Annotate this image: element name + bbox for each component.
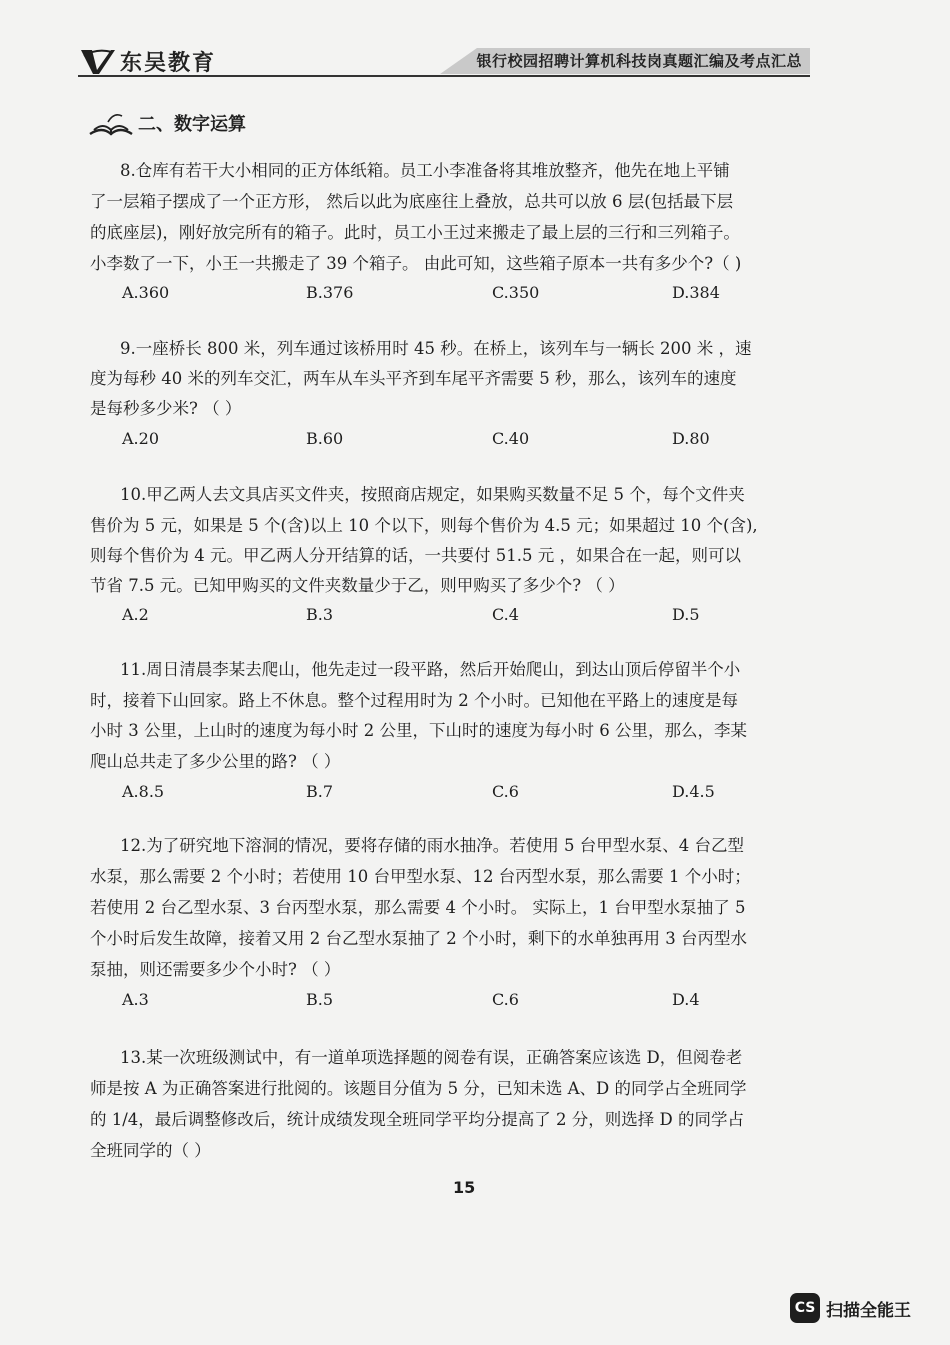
option-c: C.4 xyxy=(492,605,519,624)
question-10-line-3: 则每个售价为 4 元。甲乙两人分开结算的话，一共要付 51.5 元 ，如果合在一起，则可以 xyxy=(90,546,741,565)
open-book-icon xyxy=(88,108,134,138)
section-title: 二、数字运算 xyxy=(138,114,246,135)
option-b: B.60 xyxy=(306,429,344,448)
scanner-watermark xyxy=(790,1293,911,1323)
question-12-line-3: 若使用 2 台乙型水泵、3 台丙型水泵，那么需要 4 个小时。 实际上，1 台甲型水泵抽了 5 xyxy=(90,898,746,917)
option-a: A.360 xyxy=(122,283,170,302)
question-8-line-2: 了一层箱子摆成了一个正方形， 然后以此为底座往上叠放，总共可以放 6 层(包括最下层 xyxy=(90,192,734,211)
brand-logo xyxy=(78,44,216,78)
option-c: C.40 xyxy=(492,429,530,448)
question-8-line-4: 小李数了一下，小王一共搬走了 39 个箱子。 由此可知，这些箱子原本一共有多少个?（ ) xyxy=(90,254,742,273)
question-10-options xyxy=(122,605,812,627)
option-d: D.384 xyxy=(672,283,720,302)
scanner-app-icon: CS xyxy=(790,1293,820,1323)
question-13-line-3: 的 1/4，最后调整修改后，统计成绩发现全班同学平均分提高了 2 分，则选择 D 的同学占 xyxy=(90,1110,745,1129)
option-d: D.4.5 xyxy=(672,782,715,801)
option-b: B.3 xyxy=(306,605,334,624)
question-11-line-2: 时，接着下山回家。路上不休息。整个过程用时为 2 个小时。已知他在平路上的速度是每 xyxy=(90,691,738,710)
question-13-line-1: 13.某一次班级测试中，有一道单项选择题的阅卷有误，正确答案应该选 D，但阅卷老 xyxy=(120,1048,743,1067)
question-12-line-1: 12.为了研究地下溶洞的情况，要将存储的雨水抽净。若使用 5 台甲型水泵、4 台乙型 xyxy=(120,836,744,855)
question-11-line-3: 小时 3 公里，上山时的速度为每小时 2 公里，下山时的速度为每小时 6 公里，那么，李某 xyxy=(90,721,747,740)
header-rule xyxy=(78,75,810,77)
question-9-line-3: 是每秒多少米? （ ） xyxy=(90,399,242,418)
question-8-line-3: 的底座层)，刚好放完所有的箱子。此时，员工小王过来搬走了最上层的三行和三列箱子。 xyxy=(90,223,740,242)
question-13-line-4: 全班同学的（ ） xyxy=(90,1141,211,1160)
option-a: A.8.5 xyxy=(122,782,165,801)
question-11-line-4: 爬山总共走了多少公里的路? （ ） xyxy=(90,752,341,771)
option-b: B.7 xyxy=(306,782,334,801)
question-9-line-2: 度为每秒 40 米的列车交汇，两车从车头平齐到车尾平齐需要 5 秒，那么，该列车的速度 xyxy=(90,369,737,388)
section-heading xyxy=(88,108,246,138)
option-b: B.5 xyxy=(306,990,334,1009)
question-10-line-2: 售价为 5 元，如果是 5 个(含)以上 10 个以下，则每个售价为 4.5 元；如果超过 10 个(含), xyxy=(90,516,758,535)
question-12-line-5: 泵抽，则还需要多少个小时? （ ） xyxy=(90,960,341,979)
brand-name: 东吴教育 xyxy=(120,50,217,76)
option-b: B.376 xyxy=(306,283,354,302)
question-8-line-1: 8.仓库有若干大小相同的正方体纸箱。员工小李准备将其堆放整齐，他先在地上平铺 xyxy=(120,161,730,180)
question-12-line-2: 水泵，那么需要 2 个小时；若使用 10 台甲型水泵、12 台丙型水泵，那么需要 1 个小时； xyxy=(90,867,751,886)
option-a: A.20 xyxy=(122,429,159,448)
brand-logo-icon xyxy=(78,46,116,76)
option-d: D.80 xyxy=(672,429,710,448)
page-number: 15 xyxy=(453,1178,476,1197)
question-13-line-2: 师是按 A 为正确答案进行批阅的。该题目分值为 5 分，已知未选 A、D 的同学占全班同学 xyxy=(90,1079,747,1098)
option-a: A.3 xyxy=(122,990,149,1009)
option-c: C.6 xyxy=(492,990,519,1009)
question-9-line-1: 9.一座桥长 800 米，列车通过该桥用时 45 秒。在桥上，该列车与一辆长 200 米 ，速 xyxy=(120,339,752,358)
option-c: C.350 xyxy=(492,283,540,302)
question-12-options xyxy=(122,990,812,1012)
option-c: C.6 xyxy=(492,782,519,801)
question-11-line-1: 11.周日清晨李某去爬山，他先走过一段平路，然后开始爬山，到达山顶后停留半个小 xyxy=(120,660,741,679)
option-d: D.4 xyxy=(672,990,700,1009)
question-9-options xyxy=(122,429,812,451)
option-d: D.5 xyxy=(672,605,700,624)
question-10-line-4: 节省 7.5 元。已知甲购买的文件夹数量少于乙，则甲购买了多少个? （ ） xyxy=(90,576,625,595)
question-11-options xyxy=(122,782,812,804)
question-8-options xyxy=(122,283,812,305)
question-10-line-1: 10.甲乙两人去文具店买文件夹，按照商店规定，如果购买数量不足 5 个，每个文件夹 xyxy=(120,485,745,504)
page-header xyxy=(78,44,810,78)
header-title: 银行校园招聘计算机科技岗真题汇编及考点汇总 xyxy=(476,52,802,70)
option-a: A.2 xyxy=(122,605,149,624)
scanner-app-name: 扫描全能王 xyxy=(826,1300,911,1321)
question-12-line-4: 个小时后发生故障，接着又用 2 台乙型水泵抽了 2 个小时，剩下的水单独再用 3 台丙型水 xyxy=(90,929,747,948)
